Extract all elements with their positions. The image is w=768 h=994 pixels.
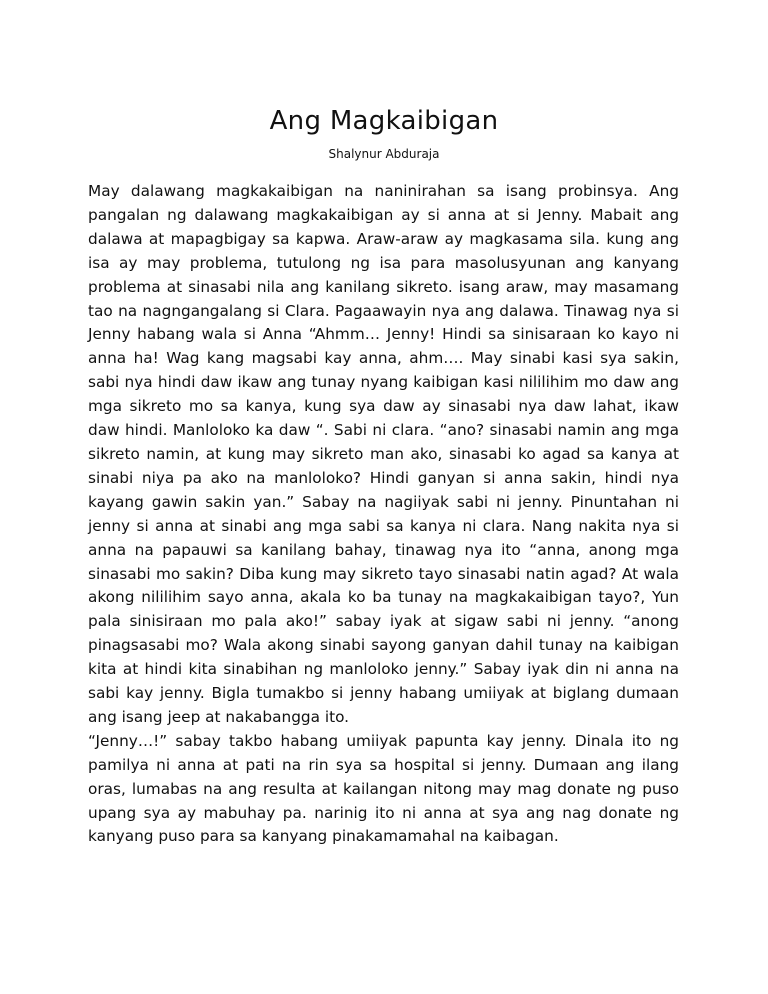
paragraph: May dalawang magkakaibigan na naninirahan sa isang probinsya. Ang pangalan ng dalawang magkakaibigan ay si anna at si Jenny. Mabait ang dalawa at mapagbigay sa kapwa. Araw-araw ay magkasama sila. kung ang isa ay may problema, tutulong ng isa para masolusyunan ang kanyang problema at sinasabi nila ang kanilang sikreto. isang araw, may masamang tao na nagngangalang si Clara. Pagaawayin nya ang dalawa. Tinawag nya si Jenny habang wala si Anna “Ahmm… Jenny! Hindi sa sinisaraan ko kayo ni anna ha! Wag kang magsabi kay anna, ahm…. May sinabi kasi sya sakin, sabi nya hindi daw ikaw ang tunay nyang kaibigan kasi nililihim mo daw ang mga sikreto mo sa kanya, kung sya daw ay sinasabi nya daw lahat, ikaw daw hindi. Manloloko ka daw “. Sabi ni clara. “ano? sinasabi namin ang mga sikreto namin, at kung may sikreto man ako, sinasabi ko agad sa kanya at sinabi niya pa ako na manloloko? Hindi ganyan si anna sakin, hindi nya kayang gawin sakin yan.” Sabay na nagiiyak sabi ni jenny. Pinuntahan ni jenny si anna at sinabi ang mga sabi sa kanya ni clara. Nang nakita nya si anna na papauwi sa kanilang bahay, tinawag nya ito “anna, anong mga sinasabi mo sakin? Diba kung may sikreto tayo sinasabi natin agad? At wala akong nililihim sayo anna, akala ko ba tunay na magkakaibigan tayo?, Yun pala sinisiraan mo pala ako!” sabay iyak at sigaw sabi ni jenny. “anong pinagsasabi mo? Wala akong sinabi sayong ganyan dahil tunay na kaibigan kita at hindi kita sinabihan ng manloloko jenny.” Sabay iyak din ni anna na sabi kay jenny. Bigla tumakbo si jenny habang umiiyak at biglang dumaan ang isang jeep at nakabangga ito.	[88, 182, 679, 726]
story-body	[88, 180, 679, 849]
author-name: Shalynur Abduraja	[328, 147, 440, 161]
document-title: Ang Magkaibigan	[269, 106, 499, 136]
paragraph: “Jenny…!” sabay takbo habang umiiyak papunta kay jenny. Dinala ito ng pamilya ni anna at pati na rin sya sa hospital si jenny. Dumaan ang ilang oras, lumabas na ang resulta at kailangan nitong may mag donate ng puso upang sya ay mabuhay pa. narinig ito ni anna at sya ang nag donate ng kanyang puso para sa kanyang pinakamamahal na kaibagan.	[88, 731, 679, 846]
